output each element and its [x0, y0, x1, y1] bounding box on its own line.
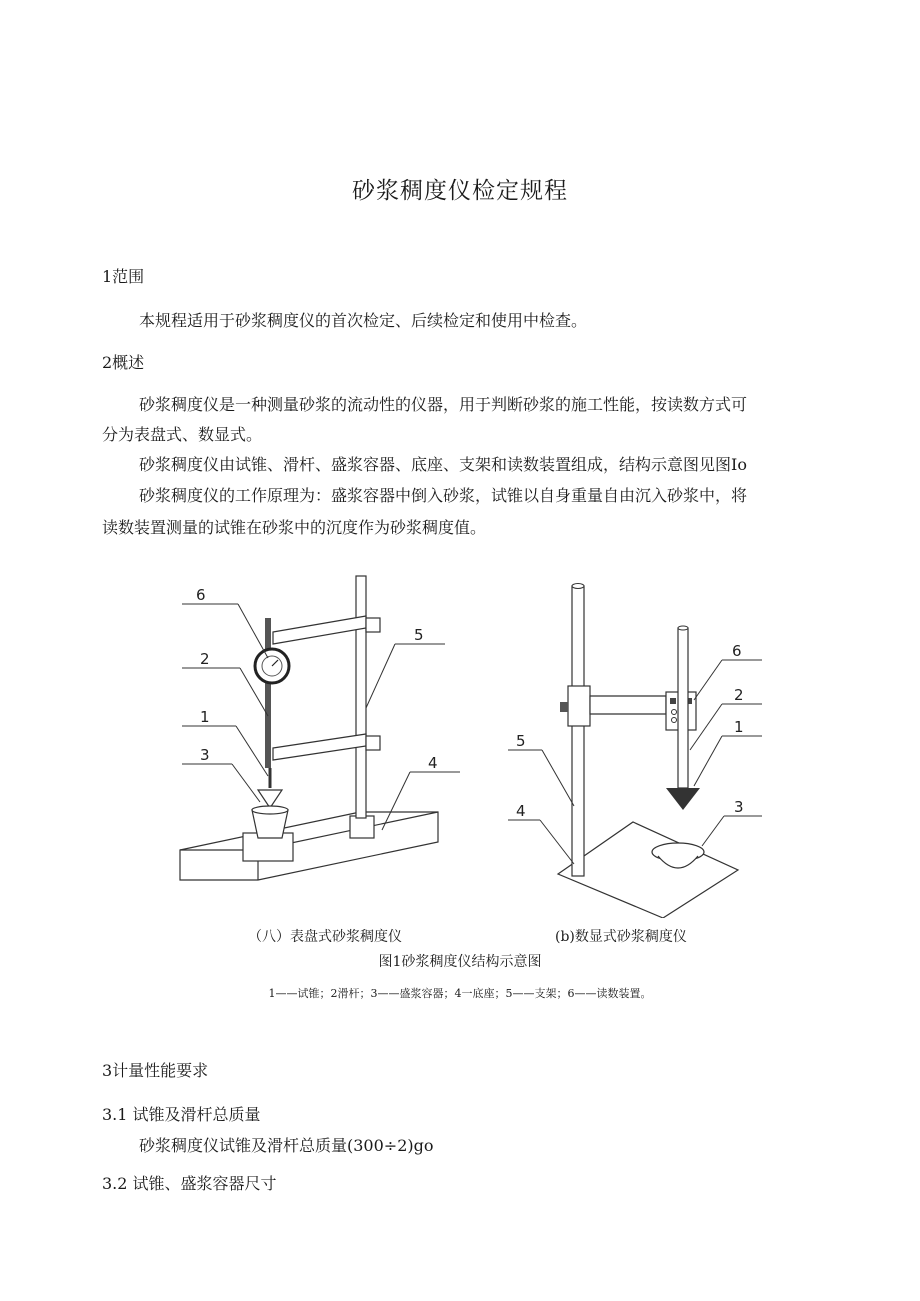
stand-pole: [572, 586, 584, 876]
section-3-heading: 3计量性能要求: [102, 1061, 209, 1080]
section-2-paragraph-3-line-1: 砂浆稠度仪的工作原理为：盛浆容器中倒入砂浆，试锥以自身重量自由沉入砂浆中，将: [139, 486, 748, 505]
stand-foot: [350, 816, 374, 838]
section-2-paragraph-3-line-2: 读数装置测量的试锥在砂浆中的沉度作为砂浆稠度值。: [102, 518, 487, 537]
label-b-2: 2: [734, 686, 744, 704]
horizontal-arm: [590, 696, 666, 714]
figure-b-caption: (b)数显式砂浆稠度仪: [555, 929, 687, 945]
section-1-heading: 1范围: [102, 267, 145, 286]
section-3-2-heading: 3.2 试锥、盛浆容器尺寸: [102, 1174, 277, 1193]
section-1-body: 本规程适用于砂浆稠度仪的首次检定、后续检定和使用中检查。: [139, 311, 588, 330]
label-a-6: 6: [196, 586, 206, 604]
section-2-paragraph-1-line-1: 砂浆稠度仪是一种测量砂浆的流动性的仪器，用于判断砂浆的施工性能，按读数方式可: [139, 395, 748, 414]
lower-arm: [273, 734, 366, 760]
figure-legend: 1——试锥；2滑杆；3——盛浆容器；4一底座；5——支架；6——读数装置。: [268, 987, 652, 1000]
label-a-5: 5: [414, 626, 424, 644]
label-b-5: 5: [516, 732, 526, 750]
figure-title: 图1砂浆稠度仪结构示意图: [378, 954, 542, 970]
label-b-3: 3: [734, 798, 744, 816]
figure-a-caption: （八）表盘式砂浆稠度仪: [248, 929, 402, 945]
document-title: 砂浆稠度仪检定规程: [352, 178, 568, 204]
slide-rod: [678, 628, 688, 788]
label-a-2: 2: [200, 650, 210, 668]
section-2-heading: 2概述: [102, 353, 145, 372]
label-b-6: 6: [732, 642, 742, 660]
test-cone: [258, 790, 282, 808]
label-a-1: 1: [200, 708, 210, 726]
section-3-1-heading: 3.1 试锥及滑杆总质量: [102, 1105, 261, 1124]
section-2-paragraph-2: 砂浆稠度仪由试锥、滑杆、盛浆容器、底座、支架和读数装置组成，结构示意图见图Io: [139, 455, 747, 474]
section-2-paragraph-1-line-2: 分为表盘式、数显式。: [102, 425, 263, 444]
test-cone: [666, 788, 700, 810]
stand-pole: [356, 576, 366, 818]
label-b-4: 4: [516, 802, 526, 820]
base-slab: [180, 812, 438, 880]
section-3-1-body: 砂浆稠度仪试锥及滑杆总质量(300÷2)go: [139, 1136, 434, 1155]
upper-arm: [273, 616, 366, 644]
figure-b-digital-type-diagram: [498, 574, 778, 918]
label-a-3: 3: [200, 746, 210, 764]
label-a-4: 4: [428, 754, 438, 772]
dial-ruler: [265, 618, 271, 768]
figure-a-dial-type-diagram: [170, 568, 460, 918]
label-b-1: 1: [734, 718, 744, 736]
base-plate: [558, 822, 738, 918]
